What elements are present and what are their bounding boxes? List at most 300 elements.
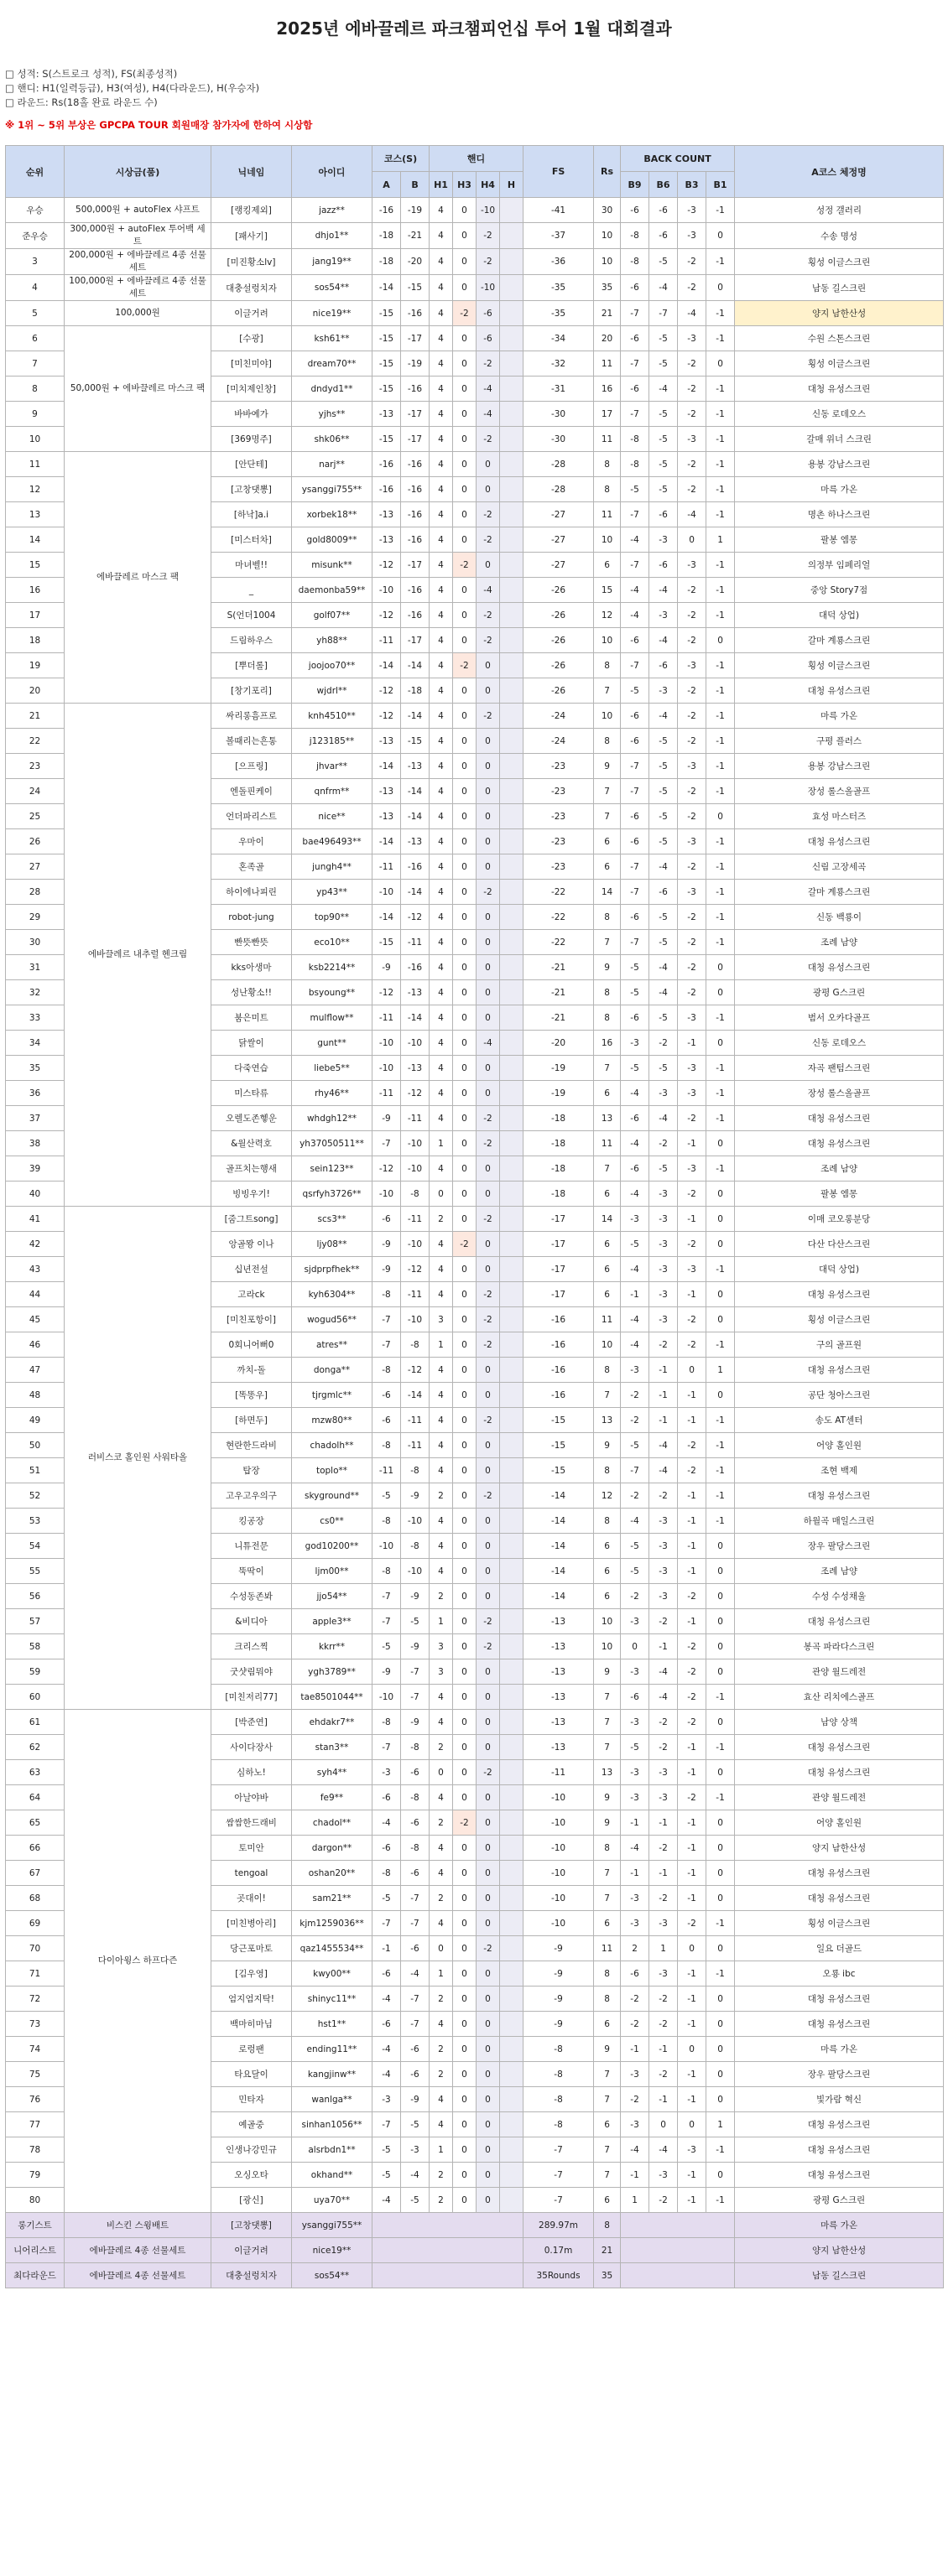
cell-b3: -2: [678, 351, 706, 377]
cell-rs: 6: [594, 2112, 621, 2137]
cell-acourse: 공단 청아스크린: [735, 1383, 944, 1408]
cell-b3: -2: [678, 955, 706, 980]
cell-id: ksh61**: [292, 326, 372, 351]
cell-b: -9: [401, 1634, 430, 1659]
cell-h: [500, 1509, 523, 1534]
cell-h3: 0: [453, 249, 477, 275]
special-cell-fs: 0.17m: [523, 2238, 594, 2263]
cell-b3: 0: [678, 1358, 706, 1383]
cell-b1: -1: [706, 729, 735, 754]
cell-acourse: 관양 월드레전: [735, 1785, 944, 1810]
cell-h3: 0: [453, 1685, 477, 1710]
cell-b: -10: [401, 1232, 430, 1257]
cell-acourse: 성정 갤러리: [735, 198, 944, 223]
cell-b6: -3: [649, 527, 678, 553]
cell-h3: 0: [453, 779, 477, 804]
cell-a: -10: [372, 1031, 401, 1056]
cell-b1: 0: [706, 1282, 735, 1307]
cell-h1: 4: [430, 905, 453, 930]
cell-h: [500, 1358, 523, 1383]
cell-h1: 4: [430, 502, 453, 527]
cell-fs: -27: [523, 553, 594, 578]
cell-h1: 4: [430, 301, 453, 326]
results-table: [5, 145, 944, 2288]
cell-rank: 51: [6, 1458, 65, 1483]
cell-h4: -2: [477, 1483, 500, 1509]
results-body: [6, 198, 944, 2288]
cell-a: -15: [372, 351, 401, 377]
cell-a: -10: [372, 1056, 401, 1081]
cell-b: -16: [401, 603, 430, 628]
cell-h3: -2: [453, 653, 477, 678]
cell-h4: 0: [477, 754, 500, 779]
cell-id: sein123**: [292, 1156, 372, 1182]
cell-id: mzw80**: [292, 1408, 372, 1433]
cell-h4: 0: [477, 1584, 500, 1609]
cell-b: -21: [401, 223, 430, 249]
cell-h3: 0: [453, 1509, 477, 1534]
cell-a: -13: [372, 502, 401, 527]
cell-rs: 7: [594, 1710, 621, 1735]
cell-rs: 7: [594, 1685, 621, 1710]
cell-b6: 1: [649, 1936, 678, 1961]
cell-rank: 30: [6, 930, 65, 955]
cell-fs: -14: [523, 1534, 594, 1559]
cell-b1: -1: [706, 427, 735, 452]
cell-nickname: 미스타류: [211, 1081, 292, 1106]
cell-b3: -1: [678, 2062, 706, 2087]
header-a: A: [372, 172, 401, 198]
cell-b: -8: [401, 1332, 430, 1358]
cell-b9: -7: [621, 854, 649, 880]
cell-nickname: 굿샷림뭐야: [211, 1659, 292, 1685]
cell-fs: -23: [523, 854, 594, 880]
special-cell-nickname: [고창댓뽕]: [211, 2213, 292, 2238]
cell-rs: 8: [594, 1836, 621, 1861]
cell-b1: 0: [706, 2012, 735, 2037]
cell-h: [500, 1081, 523, 1106]
cell-h1: 4: [430, 1408, 453, 1433]
cell-b3: -1: [678, 1207, 706, 1232]
cell-b9: -5: [621, 678, 649, 704]
cell-h: [500, 1861, 523, 1886]
cell-b: -13: [401, 980, 430, 1005]
cell-h3: 0: [453, 351, 477, 377]
cell-fs: -26: [523, 678, 594, 704]
cell-h3: 0: [453, 1785, 477, 1810]
cell-b: -13: [401, 754, 430, 779]
cell-h: [500, 1961, 523, 1987]
cell-fs: -10: [523, 1886, 594, 1911]
cell-nickname: [미진황소lv]: [211, 249, 292, 275]
cell-h1: 4: [430, 754, 453, 779]
cell-h1: 4: [430, 1433, 453, 1458]
cell-b6: -3: [649, 1559, 678, 1584]
cell-rs: 11: [594, 1131, 621, 1156]
cell-b1: -1: [706, 1156, 735, 1182]
cell-b9: -6: [621, 1005, 649, 1031]
cell-b3: 0: [678, 2112, 706, 2137]
cell-b6: -4: [649, 578, 678, 603]
header-b1: B1: [706, 172, 735, 198]
cell-b6: -3: [649, 1182, 678, 1207]
header-rank: 순위: [6, 146, 65, 198]
cell-h1: 4: [430, 1785, 453, 1810]
cell-a: -14: [372, 905, 401, 930]
cell-h1: 4: [430, 1257, 453, 1282]
cell-b: -20: [401, 249, 430, 275]
cell-b9: -4: [621, 1307, 649, 1332]
special-award-row: [6, 2213, 944, 2238]
cell-acourse: 수송 명성: [735, 223, 944, 249]
cell-b1: -1: [706, 198, 735, 223]
cell-nickname: &비디아: [211, 1609, 292, 1634]
table-row: [6, 1710, 944, 1735]
header-acourse: A코스 체정명: [735, 146, 944, 198]
cell-b3: -2: [678, 578, 706, 603]
cell-acourse: 대청 유성스크린: [735, 1735, 944, 1760]
prize-group-cell: 다이아윙스 하프다즌: [65, 1710, 211, 2213]
cell-h4: 0: [477, 1836, 500, 1861]
cell-h4: -4: [477, 377, 500, 402]
cell-b3: -2: [678, 729, 706, 754]
cell-rs: 11: [594, 427, 621, 452]
cell-b6: -5: [649, 326, 678, 351]
cell-nickname: [뿌더롤]: [211, 653, 292, 678]
cell-id: yjhs**: [292, 402, 372, 427]
cell-rs: 8: [594, 980, 621, 1005]
cell-rs: 15: [594, 578, 621, 603]
cell-h1: 0: [430, 1936, 453, 1961]
cell-b: -18: [401, 678, 430, 704]
cell-b9: -7: [621, 553, 649, 578]
cell-h: [500, 1383, 523, 1408]
cell-h1: 4: [430, 351, 453, 377]
cell-acourse: 관양 월드레전: [735, 1659, 944, 1685]
cell-h3: 0: [453, 1861, 477, 1886]
special-empty-cell: [372, 2238, 523, 2263]
cell-fs: -7: [523, 2137, 594, 2163]
cell-b: -10: [401, 1559, 430, 1584]
cell-a: -3: [372, 2087, 401, 2112]
cell-b3: -3: [678, 653, 706, 678]
cell-b3: -2: [678, 402, 706, 427]
cell-nickname: 니튜전문: [211, 1534, 292, 1559]
cell-b9: -7: [621, 351, 649, 377]
cell-b3: -2: [678, 1433, 706, 1458]
cell-nickname: 빤뜻빤뜻: [211, 930, 292, 955]
cell-h4: 0: [477, 1383, 500, 1408]
cell-rank: 64: [6, 1785, 65, 1810]
cell-nickname: [고창댓뽕]: [211, 477, 292, 502]
cell-id: sos54**: [292, 275, 372, 301]
cell-id: shinyc11**: [292, 1987, 372, 2012]
cell-b9: -7: [621, 930, 649, 955]
cell-a: -15: [372, 301, 401, 326]
cell-h: [500, 1031, 523, 1056]
cell-b9: -7: [621, 880, 649, 905]
cell-h3: 0: [453, 452, 477, 477]
cell-h: [500, 829, 523, 854]
cell-prize: 200,000원 + 에바끌레르 4종 선물세트: [65, 249, 211, 275]
cell-b: -16: [401, 452, 430, 477]
cell-b6: -2: [649, 1710, 678, 1735]
cell-id: dhjo1**: [292, 223, 372, 249]
cell-id: joojoo70**: [292, 653, 372, 678]
cell-id: knh4510**: [292, 704, 372, 729]
cell-rs: 21: [594, 301, 621, 326]
cell-id: apple3**: [292, 1609, 372, 1634]
cell-b3: -1: [678, 1408, 706, 1433]
cell-h3: 0: [453, 1936, 477, 1961]
cell-h: [500, 1634, 523, 1659]
cell-h4: -2: [477, 603, 500, 628]
cell-b1: -1: [706, 930, 735, 955]
cell-rank: 24: [6, 779, 65, 804]
cell-fs: -15: [523, 1458, 594, 1483]
table-row: [6, 301, 944, 326]
cell-h4: 0: [477, 1232, 500, 1257]
cell-b6: -3: [649, 1081, 678, 1106]
cell-h4: 0: [477, 1810, 500, 1836]
cell-b6: -3: [649, 1282, 678, 1307]
cell-b6: -5: [649, 930, 678, 955]
cell-nickname: 바바예가: [211, 402, 292, 427]
cell-fs: -10: [523, 1861, 594, 1886]
cell-b1: 0: [706, 1232, 735, 1257]
cell-b3: -2: [678, 249, 706, 275]
cell-h3: 0: [453, 1332, 477, 1358]
cell-b9: -5: [621, 980, 649, 1005]
cell-b1: -1: [706, 477, 735, 502]
cell-b1: 0: [706, 2062, 735, 2087]
cell-b: -16: [401, 578, 430, 603]
cell-b3: -1: [678, 2087, 706, 2112]
cell-b3: -1: [678, 1987, 706, 2012]
cell-fs: -16: [523, 1358, 594, 1383]
cell-nickname: 엔돌핀케이: [211, 779, 292, 804]
cell-h4: 0: [477, 955, 500, 980]
cell-nickname: 크리스찍: [211, 1634, 292, 1659]
cell-acourse: 대청 유성스크린: [735, 1131, 944, 1156]
cell-b6: -5: [649, 804, 678, 829]
cell-fs: -24: [523, 729, 594, 754]
cell-rank: 25: [6, 804, 65, 829]
cell-a: -11: [372, 1458, 401, 1483]
cell-a: -13: [372, 527, 401, 553]
cell-rank: 28: [6, 880, 65, 905]
cell-fs: -16: [523, 1332, 594, 1358]
cell-rank: 13: [6, 502, 65, 527]
cell-h1: 4: [430, 402, 453, 427]
cell-nickname: 빙빙우기!: [211, 1182, 292, 1207]
cell-id: daemonba59**: [292, 578, 372, 603]
cell-h3: 0: [453, 275, 477, 301]
cell-fs: -15: [523, 1408, 594, 1433]
cell-fs: -37: [523, 223, 594, 249]
table-row: [6, 1207, 944, 1232]
cell-b1: -1: [706, 1458, 735, 1483]
cell-nickname: 수성동존봐: [211, 1584, 292, 1609]
cell-b3: -3: [678, 198, 706, 223]
cell-acourse: 자곡 팬텀스크린: [735, 1056, 944, 1081]
cell-b3: -1: [678, 1559, 706, 1584]
cell-h4: 0: [477, 1659, 500, 1685]
cell-b3: -2: [678, 980, 706, 1005]
cell-h4: 0: [477, 1056, 500, 1081]
cell-nickname: 까치-돌: [211, 1358, 292, 1383]
cell-b3: -2: [678, 1182, 706, 1207]
cell-h3: 0: [453, 1358, 477, 1383]
cell-id: ending11**: [292, 2037, 372, 2062]
cell-b6: -4: [649, 275, 678, 301]
cell-h3: 0: [453, 1634, 477, 1659]
cell-h: [500, 628, 523, 653]
cell-b1: -1: [706, 603, 735, 628]
cell-b1: 0: [706, 1559, 735, 1584]
cell-b: -11: [401, 1106, 430, 1131]
cell-rs: 8: [594, 905, 621, 930]
cell-acourse: 수성 수성채울: [735, 1584, 944, 1609]
cell-rs: 6: [594, 1584, 621, 1609]
cell-b9: -2: [621, 2087, 649, 2112]
cell-acourse: 조례 남양: [735, 930, 944, 955]
cell-id: jang19**: [292, 249, 372, 275]
cell-a: -12: [372, 704, 401, 729]
cell-b3: -2: [678, 1659, 706, 1685]
special-cell-rs: 35: [594, 2263, 621, 2288]
cell-prize: 100,000원 + 에바끌레르 4종 선물세트: [65, 275, 211, 301]
cell-nickname: 곳대이!: [211, 1886, 292, 1911]
cell-b3: -2: [678, 377, 706, 402]
cell-h4: 0: [477, 1961, 500, 1987]
cell-h3: 0: [453, 198, 477, 223]
cell-rank: 69: [6, 1911, 65, 1936]
cell-rs: 14: [594, 1207, 621, 1232]
cell-b9: -4: [621, 578, 649, 603]
cell-b9: -3: [621, 1886, 649, 1911]
header-course: 코스(S): [372, 146, 430, 172]
cell-a: -4: [372, 1987, 401, 2012]
cell-id: wjdrl**: [292, 678, 372, 704]
cell-fs: -14: [523, 1509, 594, 1534]
cell-b: -3: [401, 2137, 430, 2163]
cell-rs: 20: [594, 326, 621, 351]
cell-h4: 0: [477, 1458, 500, 1483]
cell-h4: 0: [477, 452, 500, 477]
cell-b9: -5: [621, 477, 649, 502]
cell-nickname: 당근포마토: [211, 1936, 292, 1961]
prize-group-cell: 러비스코 홀인원 사워타올: [65, 1207, 211, 1710]
cell-b6: -4: [649, 704, 678, 729]
cell-h1: 4: [430, 1106, 453, 1131]
cell-h1: 4: [430, 275, 453, 301]
special-cell-prize: 비스킨 스윙배트: [65, 2213, 211, 2238]
cell-nickname: 고우고우의구: [211, 1483, 292, 1509]
legend-score: □ 성적: S(스트로크 성적), FS(최종성적): [5, 68, 178, 80]
table-row: [6, 326, 944, 351]
cell-h3: 0: [453, 1836, 477, 1861]
cell-rs: 8: [594, 1458, 621, 1483]
cell-b: -11: [401, 1282, 430, 1307]
cell-acourse: 효성 마스터즈: [735, 804, 944, 829]
cell-b1: -1: [706, 502, 735, 527]
cell-id: cs0**: [292, 1509, 372, 1534]
cell-b6: -3: [649, 1911, 678, 1936]
cell-b1: -1: [706, 754, 735, 779]
cell-nickname: 드림하우스: [211, 628, 292, 653]
cell-b3: -1: [678, 1609, 706, 1634]
legend-handi: □ 핸디: H1(일력등급), H3(여성), H4(다라운드), H(우승자): [5, 82, 260, 94]
cell-h3: 0: [453, 1458, 477, 1483]
cell-h: [500, 2163, 523, 2188]
cell-b6: -3: [649, 1257, 678, 1282]
cell-acourse: 대청 유성스크린: [735, 1358, 944, 1383]
cell-rank: 70: [6, 1936, 65, 1961]
cell-b1: -1: [706, 2137, 735, 2163]
cell-h1: 4: [430, 1861, 453, 1886]
table-row: [6, 275, 944, 301]
cell-a: -7: [372, 1609, 401, 1634]
cell-h: [500, 198, 523, 223]
cell-b9: -6: [621, 729, 649, 754]
cell-b1: 1: [706, 2112, 735, 2137]
cell-b9: -3: [621, 1760, 649, 1785]
cell-rank: 4: [6, 275, 65, 301]
cell-h1: 2: [430, 1735, 453, 1760]
cell-b9: -4: [621, 1509, 649, 1534]
cell-rs: 10: [594, 628, 621, 653]
cell-h4: 0: [477, 779, 500, 804]
cell-h3: 0: [453, 1383, 477, 1408]
cell-h1: 1: [430, 1332, 453, 1358]
cell-fs: -10: [523, 1785, 594, 1810]
cell-h: [500, 1282, 523, 1307]
cell-id: okhand**: [292, 2163, 372, 2188]
cell-b3: -3: [678, 1081, 706, 1106]
cell-acourse: 대덕 상업): [735, 603, 944, 628]
cell-h4: 0: [477, 1861, 500, 1886]
cell-rs: 12: [594, 1483, 621, 1509]
cell-fs: -23: [523, 779, 594, 804]
cell-b: -16: [401, 955, 430, 980]
special-cell-acourse: 마륵 가온: [735, 2213, 944, 2238]
cell-h3: -2: [453, 1810, 477, 1836]
cell-rs: 10: [594, 1332, 621, 1358]
cell-rank: 34: [6, 1031, 65, 1056]
cell-b9: -4: [621, 527, 649, 553]
cell-h3: 0: [453, 1081, 477, 1106]
cell-rank: 60: [6, 1685, 65, 1710]
cell-b9: -7: [621, 754, 649, 779]
cell-h3: 0: [453, 905, 477, 930]
header-id: 아이디: [292, 146, 372, 198]
cell-b6: -5: [649, 477, 678, 502]
cell-b6: -2: [649, 1836, 678, 1861]
cell-id: donga**: [292, 1358, 372, 1383]
cell-b3: -4: [678, 502, 706, 527]
cell-b: -7: [401, 1886, 430, 1911]
cell-h1: 4: [430, 377, 453, 402]
cell-h3: 0: [453, 2062, 477, 2087]
cell-a: -10: [372, 578, 401, 603]
cell-h4: -10: [477, 275, 500, 301]
cell-b: -16: [401, 377, 430, 402]
cell-fs: -10: [523, 1810, 594, 1836]
cell-b9: -4: [621, 1836, 649, 1861]
cell-b: -14: [401, 804, 430, 829]
cell-rs: 7: [594, 1886, 621, 1911]
